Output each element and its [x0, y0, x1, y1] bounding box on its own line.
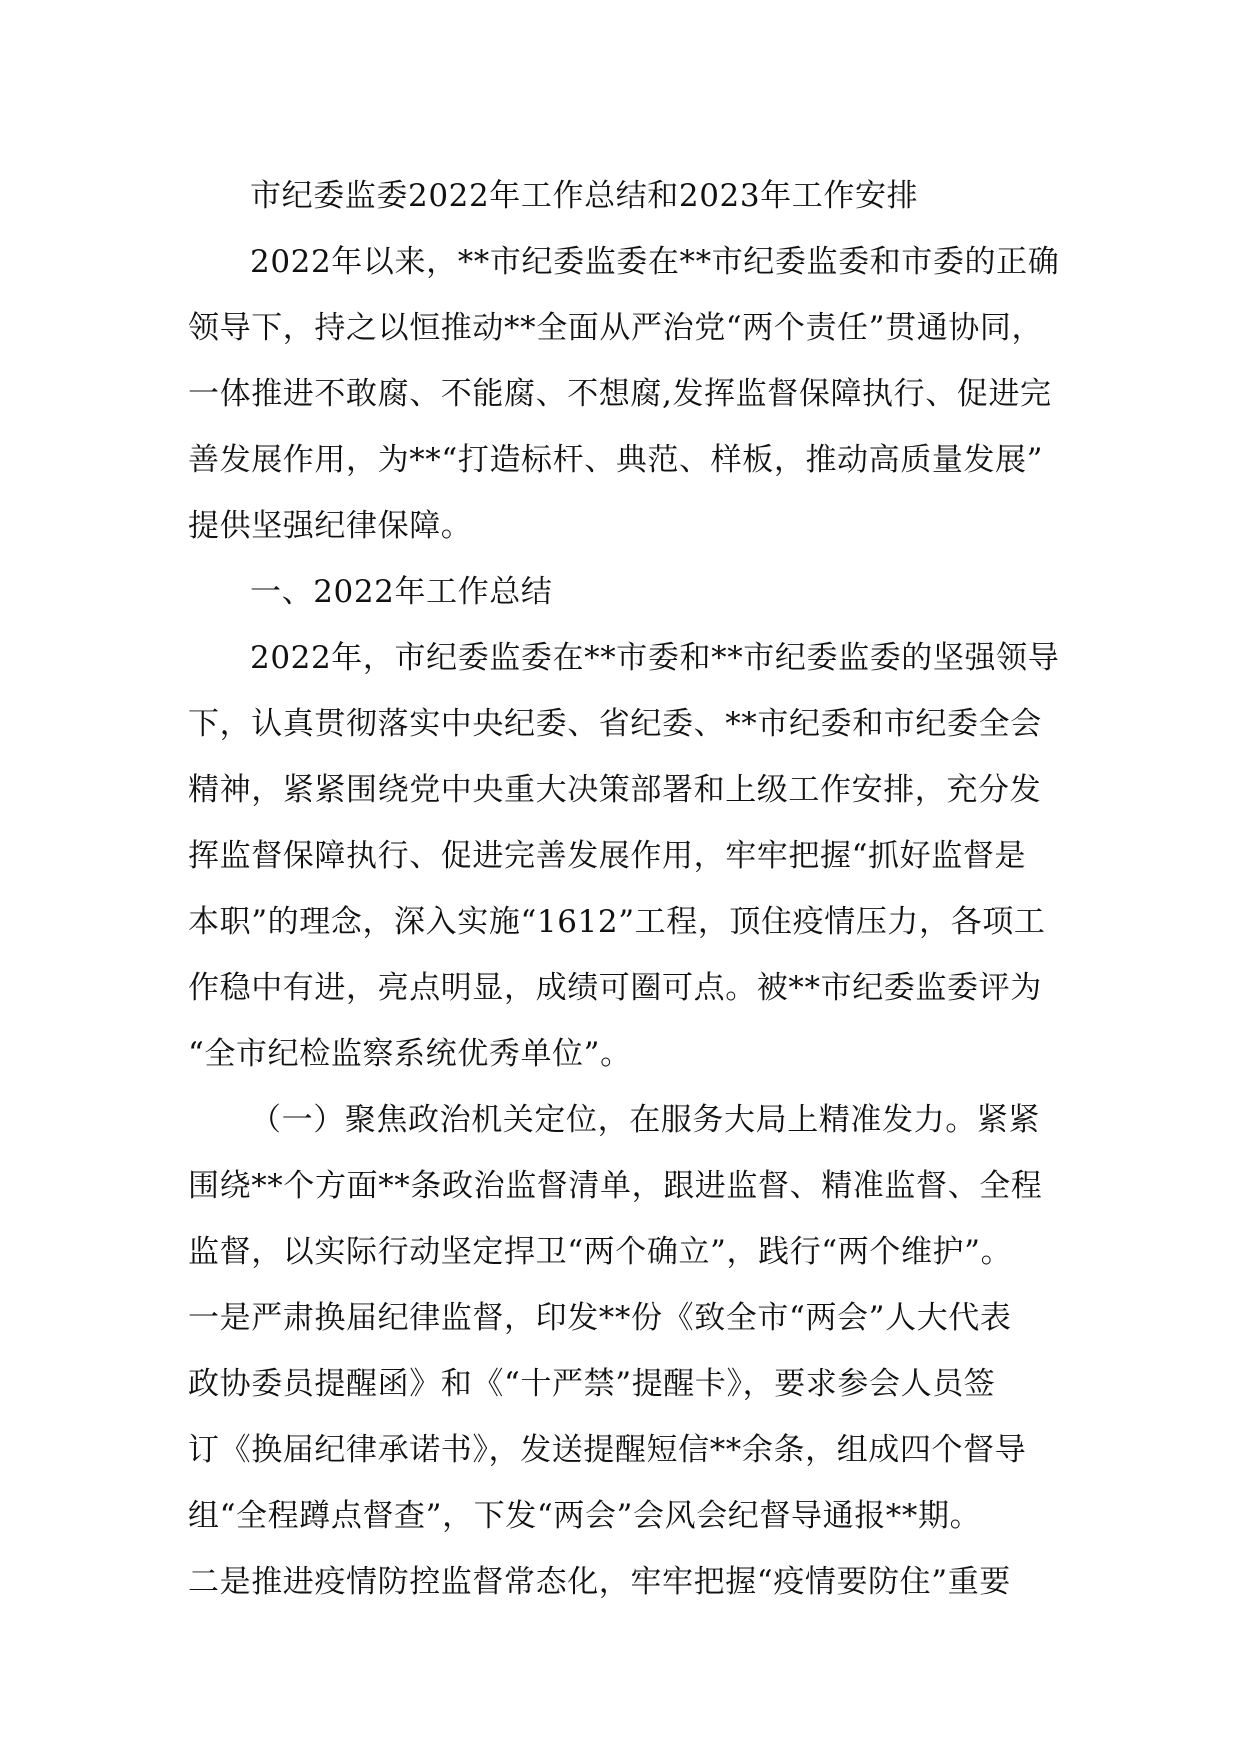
paragraph-line: 一是严肃换届纪律监督，印发**份《致全市“两会”人大代表	[188, 1300, 1012, 1336]
paragraph-line: “全市纪检监察系统优秀单位”。	[188, 1036, 632, 1072]
paragraph-line: 提供坚强纪律保障。	[188, 508, 473, 544]
paragraph-line: 监督，以实际行动坚定捍卫“两个确立”，践行“两个维护”。	[188, 1234, 1013, 1270]
paragraph-line: 2022年，市纪委监委在**市委和**市纪委监委的坚强领导	[250, 640, 1060, 676]
paragraph-line: 围绕**个方面**条政治监督清单，跟进监督、精准监督、全程	[188, 1168, 1043, 1204]
paragraph-line: 挥监督保障执行、促进完善发展作用，牢牢把握“抓好监督是	[188, 838, 1027, 874]
paragraph-line: 政协委员提醒函》和《“十严禁”提醒卡》，要求参会人员签	[188, 1366, 996, 1402]
paragraph-line: 作稳中有进，亮点明显，成绩可圈可点。被**市纪委监委评为	[188, 970, 1042, 1006]
document-title: 市纪委监委2022年工作总结和2023年工作安排	[250, 178, 919, 214]
paragraph-line: 下，认真贯彻落实中央纪委、省纪委、**市纪委和市纪委全会	[188, 706, 1042, 742]
paragraph-line: 善发展作用，为**“打造标杆、典范、样板，推动高质量发展”	[188, 442, 1044, 478]
section-heading: 一、2022年工作总结	[250, 574, 553, 610]
paragraph-line: 领导下，持之以恒推动**全面从严治党“两个责任”贯通协同，	[188, 310, 1044, 346]
paragraph-line: 精神，紧紧围绕党中央重大决策部署和上级工作安排，充分发	[188, 772, 1042, 808]
paragraph-line: 二是推进疫情防控监督常态化，牢牢把握“疫情要防住”重要	[188, 1564, 1011, 1600]
paragraph-line: 一体推进不敢腐、不能腐、不想腐,发挥监督保障执行、促进完	[188, 376, 1052, 412]
paragraph-line: 本职”的理念，深入实施“1612”工程，顶住疫情压力，各项工	[188, 904, 1046, 940]
paragraph-line: 2022年以来，**市纪委监委在**市纪委监委和市委的正确	[250, 244, 1060, 280]
paragraph-line: （一）聚焦政治机关定位，在服务大局上精准发力。紧紧	[250, 1102, 1040, 1138]
paragraph-line: 订《换届纪律承诺书》，发送提醒短信**余条，组成四个督导	[188, 1432, 1027, 1468]
paragraph-line: 组“全程蹲点督查”，下发“两会”会风会纪督导通报**期。	[188, 1498, 982, 1534]
